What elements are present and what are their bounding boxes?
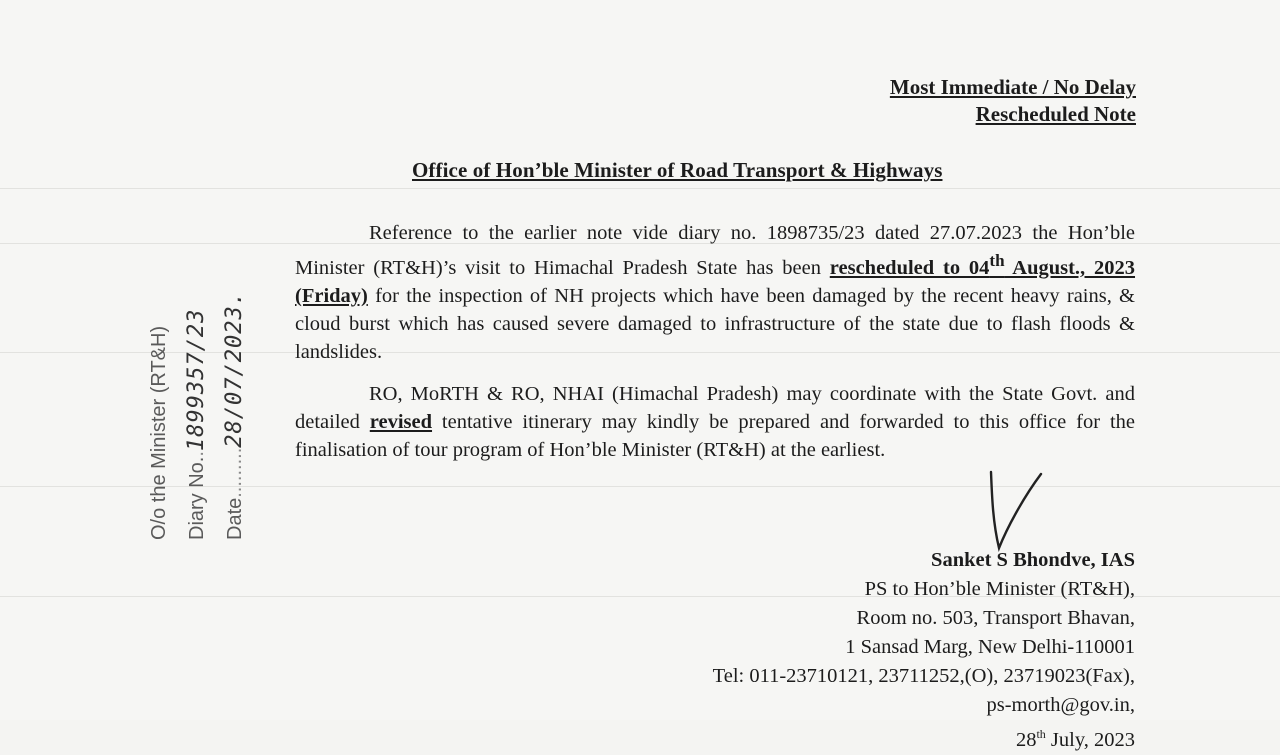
- stamp-office: O/o the Minister (RT&H): [148, 325, 170, 540]
- signature-mark: [985, 468, 1055, 558]
- signatory-designation: PS to Hon’ble Minister (RT&H),: [864, 578, 1135, 600]
- stamp-date-row: Date.........28/07/2023.: [222, 291, 247, 540]
- stamp-diary-number: 1899357/23: [184, 308, 209, 452]
- stamp-date-label: Date: [224, 497, 246, 540]
- signatory-name: Sanket S Bhondve, IAS: [931, 549, 1135, 571]
- signatory-block: [713, 546, 1135, 755]
- date-superscript: th: [989, 251, 1005, 270]
- date-day: 28: [1015, 728, 1037, 751]
- para1-text-end: for the inspection of NH projects which have been damaged by the recent heavy rains, & cloud burst which has caused severe damaged to infrastructure of the state due to flash floods & landslides.: [295, 284, 1135, 363]
- note-type-label: Rescheduled Note: [975, 102, 1136, 126]
- signatory-date: [713, 720, 1135, 755]
- date-day-superscript: th: [1036, 727, 1046, 741]
- para2-text-start: RO, MoRTH & RO, NHAI (Himachal Pradesh) may coordinate with the State Govt. and detailed: [295, 383, 1135, 433]
- priority-label: Most Immediate / No Delay: [889, 75, 1136, 99]
- date-rest: July, 2023: [1045, 728, 1135, 751]
- stamp-date-value: 28/07/2023.: [222, 291, 247, 448]
- revised-highlight: revised: [369, 411, 433, 433]
- para1-text-start: Reference to the earlier note vide diary no. 1898735/23 dated 27.07.2023 the Hon’ble Minister (RT&H)’s visit to Himachal Pradesh State has been: [295, 222, 1135, 279]
- paragraph-reference: [295, 219, 1135, 366]
- para2-text-end: tentative itinerary may kindly be prepared and forwarded to this office for the finalisation of tour program of Hon’ble Minister (RT&H) at the earliest.: [295, 411, 1135, 461]
- reschedule-date-part2: August., 2023 (Friday): [295, 256, 1136, 307]
- signatory-email: ps-morth@gov.in,: [986, 694, 1135, 716]
- signatory-address: 1 Sansad Marg, New Delhi-110001: [845, 636, 1135, 658]
- diary-stamp: [140, 291, 254, 540]
- paragraph-coordination: [295, 380, 1135, 464]
- priority-header: [890, 74, 1136, 128]
- scan-artifact-line: [0, 188, 1280, 189]
- stamp-diary-row: Diary No..1899357/23: [184, 308, 209, 540]
- office-title: Office of Hon’ble Minister of Road Transport & Highways: [412, 158, 943, 182]
- reschedule-date-part1: rescheduled to 04: [829, 256, 990, 279]
- signatory-room: Room no. 503, Transport Bhavan,: [856, 607, 1135, 629]
- stamp-diary-label: Diary No.: [186, 456, 208, 540]
- signatory-tel: Tel: 011-23710121, 23711252,(O), 23719023(Fax),: [712, 665, 1135, 687]
